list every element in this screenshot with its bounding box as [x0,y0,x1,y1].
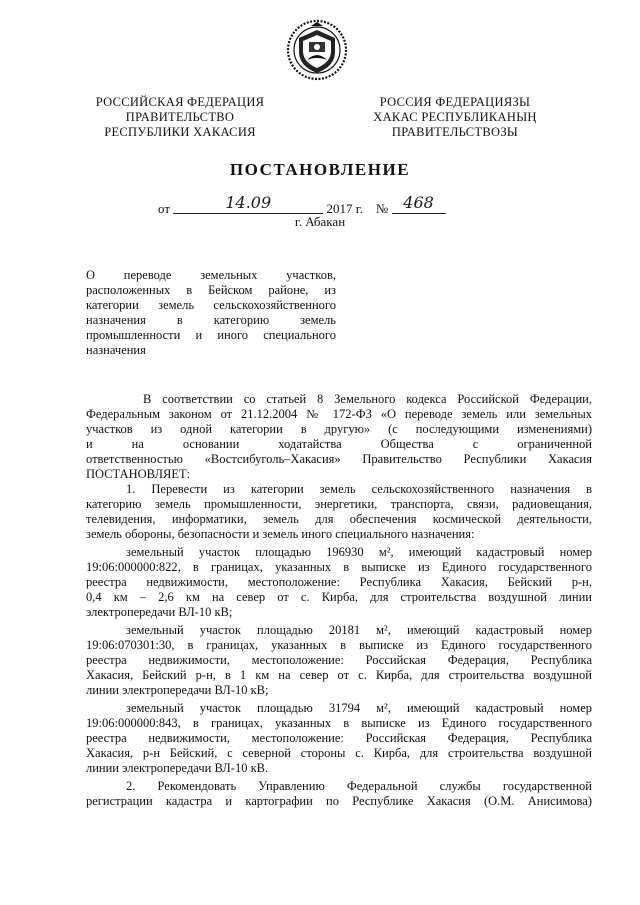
document-title: ПОСТАНОВЛЕНИЕ [229,160,411,179]
year-label: 2017 г. [326,201,363,216]
body-line: участков из одной категории в другую» (с последующими изменениями) [86,422,592,436]
body-line: электропередачи ВЛ-10 кВ; [86,605,233,619]
from-label: от [158,201,171,216]
body-line: категорию земель промышленности, энергетики, транспорта, связи, радиовещания, [86,497,592,511]
plot-3-paragraph [86,701,592,776]
header-right-line: ПРАВИТЕЛЬСТВОЗЫ [391,125,519,139]
header-left-russian [80,95,280,140]
header-right-line: ХАКАС РЕСПУБЛИКАНЫҢ [373,110,537,124]
body-line: 0,4 км – 2,6 км на север от с. Кирба, для строительства воздушной линии [86,590,592,604]
header-right-khakas [345,95,565,140]
body-line: земельный участок площадью 196930 м², имеющий кадастровый номер [126,545,592,559]
body-line: земельный участок площадью 31794 м², имеющий кадастровый номер [126,701,592,715]
body-line: В соответствии со статьей 8 Земельного кодекса Российской Федерации, [143,392,592,406]
body-line: регистрации кадастра и картографии по Республике Хакасия (О.М. Анисимова) [86,794,592,808]
khakassia-coat-of-arms-icon [285,18,349,82]
body-line: 19:06:000000:822, в границах, указанных в выписке из Единого государственного [86,560,592,574]
handwritten-number: 468 [403,193,434,212]
number-label: № [375,201,389,216]
number-blank [392,193,446,214]
header-left-line: РЕСПУБЛИКИ ХАКАСИЯ [104,125,256,139]
body-line: реестра недвижимости, местоположение: Российская Федерация, Республика [86,653,592,667]
body-line: линии электропередачи ВЛ-10 кВ; [86,683,269,697]
body-line: Хакасия, р-н Бейский, с северной стороны с. Кирба, для строительства воздушной [86,746,592,760]
plot-2-paragraph [86,623,592,698]
preamble-paragraph [86,392,592,482]
body-line: 19:06:070301:30, в границах, указанных в выписке из Единого государственного [86,638,592,652]
subject-line: расположенных в Бейском районе, из [86,283,336,297]
body-line: линии электропередачи ВЛ-10 кВ. [86,761,269,775]
body-line: реестра недвижимости, местоположение: Российская Федерация, Республика [86,731,592,745]
city-label: г. Абакан [294,214,346,229]
body-line: и на основании ходатайства Общества с ограниченной [86,437,592,451]
body-line: Федеральным законом от 21.12.2004 № 172-ФЗ «О переводе земель или земельных [86,407,592,421]
body-line: земельный участок площадью 20181 м², имеющий кадастровый номер [126,623,592,637]
subject-line: назначения [86,343,146,357]
header-left-line: ПРАВИТЕЛЬСТВО [125,110,235,124]
body-line: 19:06:000000:843, в границах, указанных в выписке из Единого государственного [86,716,592,730]
subject-line: О переводе земельных участков, [86,268,336,282]
body-line: реестра недвижимости, местоположение: Республика Хакасия, Бейский р-н, [86,575,592,589]
body-line: ПОСТАНОВЛЯЕТ: [86,467,191,481]
body-line: 1. Перевести из категории земель сельскохозяйственного назначения в [126,482,592,496]
item-2-paragraph [86,779,592,809]
subject-block [86,268,336,358]
plot-1-paragraph [86,545,592,620]
handwritten-date: 14.09 [225,193,272,212]
subject-line: назначения в категорию земель [86,313,336,327]
subject-line: промышленности и иного специального [86,328,336,342]
header-right-line: РОССИЯ ФЕДЕРАЦИЯЗЫ [379,95,531,109]
body-line: ответственностью «Востсибуголь–Хакасия» Правительство Республики Хакасия [86,452,592,466]
header-left-line: РОССИЙСКАЯ ФЕДЕРАЦИЯ [95,95,265,109]
body-line: земель обороны, безопасности и земель иного специального назначения: [86,527,475,541]
body-line: телевидения, информатики, земель для обеспечения космической деятельности, [86,512,592,526]
item-1-paragraph [86,482,592,542]
body-line: 2. Рекомендовать Управлению Федеральной службы государственной [126,779,592,793]
document-body [86,392,592,809]
date-blank [173,193,323,214]
body-line: Хакасия, Бейский р-н, в 1 км на север от с. Кирба, для строительства воздушной [86,668,592,682]
coat-of-arms-emblem [285,18,349,82]
subject-line: категории земель сельскохозяйственного [86,298,336,312]
